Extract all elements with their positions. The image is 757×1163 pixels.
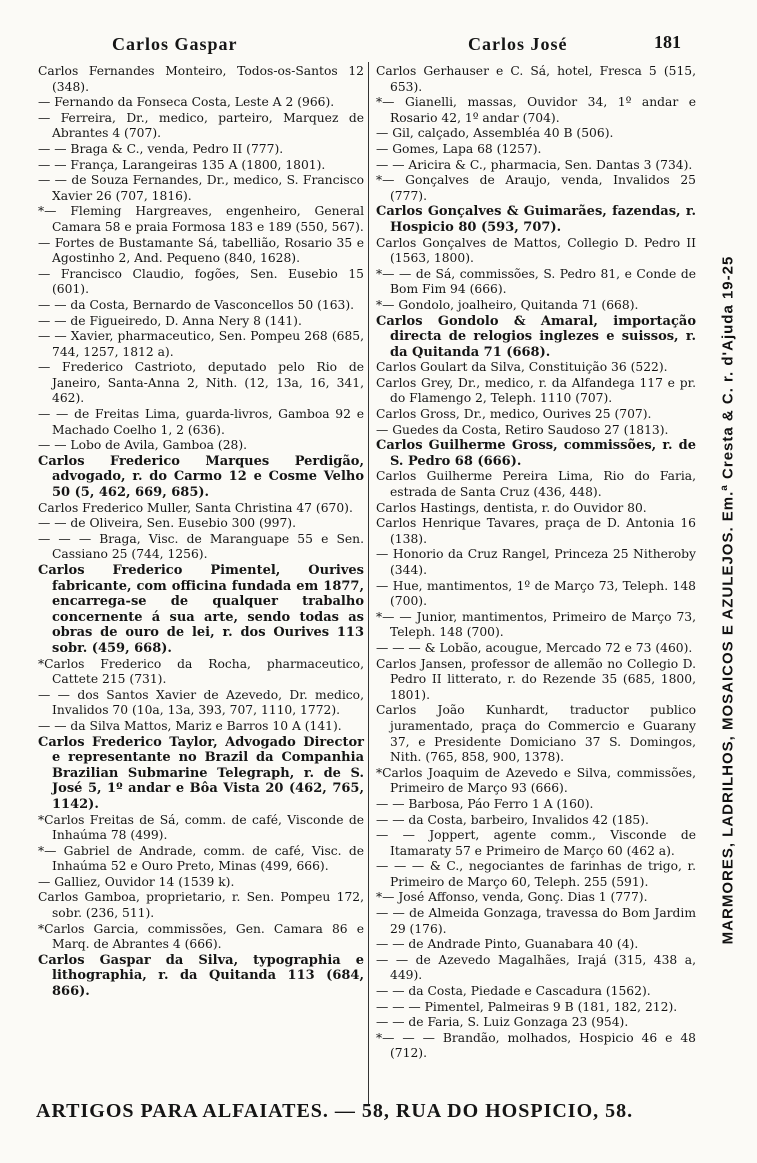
directory-entry: — Galliez, Ouvidor 14 (1539 k). [38,874,235,889]
directory-entry: Carlos Gross, Dr., medico, Ourives 25 (707). [376,407,652,422]
directory-entry: *Carlos Joaquim de Azevedo e Silva, commissões, Primeiro de Março 93 (666). [376,765,696,796]
directory-entry: — — de Faria, S. Luiz Gonzaga 23 (954). [376,1015,629,1030]
directory-entry: — — — & C., negociantes de farinhas de trigo, r. Primeiro de Março 60, Teleph. 255 (591). [376,859,696,889]
directory-entry: — — França, Larangeiras 135 A (1800, 1801). [38,157,326,172]
directory-entry: — — Xavier, pharmaceutico, Sen. Pompeu 268 (685, 744, 1257, 1812 a). [38,329,364,359]
directory-entry: Carlos Frederico Pimentel, Ourives fabricante, com officina fundada em 1877, encarrega-se de qualquer trabalho concernente á sua arte, sendo todas as obras de ouro de lei, r. dos Ourives 113 sobr. (459, 668). [38,563,364,656]
directory-entry: Carlos Hastings, dentista, r. do Ouvidor 80. [376,500,647,515]
directory-entry: *— José Affonso, venda, Gonç. Dias 1 (777). [376,890,648,905]
directory-entry: — — Lobo de Avila, Gamboa (28). [38,438,248,453]
directory-entry: — Honorio da Cruz Rangel, Princeza 25 Nitheroby (344). [376,547,696,577]
directory-entry: — Gomes, Lapa 68 (1257). [376,141,542,156]
directory-entry: — — da Costa, Bernardo de Vasconcellos 50 (163). [38,297,355,312]
directory-entry: — Gil, calçado, Assembléa 40 B (506). [376,126,614,141]
directory-entry: — — de Azevedo Magalhães, Irajá (315, 438 a, 449). [376,952,696,983]
directory-entry: Carlos Frederico Taylor, Advogado Director e representante no Brazil da Companhia Brazilian Submarine Telegraph, r. de S. José 5, 1º andar e Bôa Vista 20 (462, 765, 1142). [38,734,364,812]
page-header [0,20,757,60]
directory-entry: *— Gabriel de Andrade, comm. de café, Visc. de Inhaúma 52 e Ouro Preto, Minas (499, 666). [38,843,364,874]
directory-entry: — Fernando da Fonseca Costa, Leste A 2 (966). [38,95,335,110]
directory-entry: Carlos Frederico Muller, Santa Christina 47 (670). [38,500,353,515]
directory-entry: — — de Freitas Lima, guarda-livros, Gamboa 92 e Machado Coelho 1, 2 (636). [38,407,364,437]
directory-entry: — — — & Lobão, acougue, Mercado 72 e 73 (460). [376,640,693,655]
directory-entry: — Guedes da Costa, Retiro Saudoso 27 (1813). [376,422,669,437]
directory-entry: — — — Braga, Visc. de Maranguape 55 e Sen. Cassiano 25 (744, 1256). [38,531,364,562]
directory-entry: Carlos Goulart da Silva, Constituição 36 (522). [376,360,668,375]
directory-entry: Carlos João Kunhardt, traductor publico juramentado, praça do Commercio e Guarany 37, e Presidente Domiciano 37 S. Domingos, Nith. (765, 858, 900, 1378). [376,703,696,765]
right-column [376,64,696,1062]
directory-entry: — — Barbosa, Páo Ferro 1 A (160). [376,796,594,811]
directory-entry: — — de Souza Fernandes, Dr., medico, S. Francisco Xavier 26 (707, 1816). [38,173,364,203]
directory-entry: — Francisco Claudio, fogões, Sen. Eusebio 15 (601). [38,266,364,297]
running-head-right: Carlos José [468,34,568,54]
directory-entry: *— Gondolo, joalheiro, Quitanda 71 (668). [376,297,639,312]
directory-entry: — Hue, mantimentos, 1º de Março 73, Teleph. 148 (700). [376,578,696,609]
directory-entry: *Carlos Garcia, commissões, Gen. Camara 86 e Marq. de Abrantes 4 (666). [38,921,364,952]
directory-entry: Carlos Guilherme Gross, commissões, r. de S. Pedro 68 (666). [376,438,696,469]
running-head-left: Carlos Gaspar [112,34,238,54]
column-divider [368,62,369,1106]
directory-entry: *Carlos Frederico da Rocha, pharmaceutico, Cattete 215 (731). [38,656,364,687]
directory-entry: *— Gianelli, massas, Ouvidor 34, 1º andar e Rosario 42, 1º andar (704). [376,95,696,125]
directory-entry: Carlos Henrique Tavares, praça de D. Antonia 16 (138). [376,516,696,546]
directory-entry: Carlos Guilherme Pereira Lima, Rio do Faria, estrada de Santa Cruz (436, 448). [376,469,696,500]
directory-entry: Carlos Gonçalves & Guimarães, fazendas, r. Hospicio 80 (593, 707). [376,204,696,235]
page-number: 181 [654,32,681,52]
directory-entry: Carlos Frederico Marques Perdigão, advogado, r. do Carmo 12 e Cosme Velho 50 (5, 462, 669, 685). [38,453,364,501]
directory-entry: — — da Silva Mattos, Mariz e Barros 10 A (141). [38,718,342,733]
directory-entry: *— — Junior, mantimentos, Primeiro de Março 73, Teleph. 148 (700). [376,609,696,640]
directory-entry: *— — — Brandão, molhados, Hospicio 46 e 48 (712). [376,1030,696,1061]
directory-entry: Carlos Gonçalves de Mattos, Collegio D. Pedro II (1563, 1800). [376,235,696,266]
directory-entry: — — — Pimentel, Palmeiras 9 B (181, 182, 212). [376,999,678,1014]
directory-entry: Carlos Jansen, professor de allemão no Collegio D. Pedro II litterato, r. do Rezende 35 (685, 1800, 1801). [376,656,696,702]
directory-entry: — Frederico Castrioto, deputado pelo Rio de Janeiro, Santa-Anna 2, Nith. (12, 13a, 16, 341, 462). [38,360,364,406]
directory-entry: — — de Andrade Pinto, Guanabara 40 (4). [376,937,639,952]
side-advertisement [706,80,750,1120]
directory-entry: — Ferreira, Dr., medico, parteiro, Marquez de Abrantes 4 (707). [38,110,364,141]
directory-entry: — — de Almeida Gonzaga, travessa do Bom Jardim 29 (176). [376,906,696,936]
footer-advertisement: ARTIGOS PARA ALFAIATES. — 58, RUA DO HOSPICIO, 58. [36,1100,634,1122]
directory-entry: — — Joppert, agente comm., Visconde de Itamaraty 57 e Primeiro de Março 60 (462 a). [376,828,696,858]
directory-entry: — Fortes de Bustamante Sá, tabellião, Rosario 35 e Agostinho 2, And. Pequeno (840, 1628). [38,235,364,266]
directory-entry: — — da Costa, barbeiro, Invalidos 42 (185). [376,812,649,827]
directory-entry: *Carlos Freitas de Sá, comm. de café, Visconde de Inhaúma 78 (499). [38,812,364,843]
directory-entry: — — de Figueiredo, D. Anna Nery 8 (141). [38,313,302,328]
directory-entry: *— Gonçalves de Araujo, venda, Invalidos 25 (777). [376,173,696,203]
directory-entry: *— — de Sá, commissões, S. Pedro 81, e Conde de Bom Fim 94 (666). [376,266,696,297]
directory-entry: — — Braga & C., venda, Pedro II (777). [38,141,284,156]
directory-entry: Carlos Fernandes Monteiro, Todos-os-Santos 12 (348). [38,64,364,94]
directory-entry: Carlos Grey, Dr., medico, r. da Alfandega 117 e pr. do Flamengo 2, Teleph. 1110 (707). [376,375,696,406]
directory-entry: — — dos Santos Xavier de Azevedo, Dr. medico, Invalidos 70 (10a, 13a, 393, 707, 1110, 1772). [38,687,364,718]
side-ad-text: MARMORES, LADRILHOS, MOSAICOS E AZULEJOS. Em.ª Cresta & C. r. d'Ajuda 19-25 [719,255,737,945]
directory-entry: Carlos Gamboa, proprietario, r. Sen. Pompeu 172, sobr. (236, 511). [38,890,364,921]
directory-entry: — — Aricira & C., pharmacia, Sen. Dantas 3 (734). [376,157,693,172]
directory-entry: Carlos Gondolo & Amaral, importação directa de relogios inglezes e suissos, r. da Quitanda 71 (668). [376,313,696,360]
directory-entry: — — da Costa, Piedade e Cascadura (1562). [376,984,651,999]
directory-entry: Carlos Gaspar da Silva, typographia e lithographia, r. da Quitanda 113 (684, 866). [38,952,364,1000]
directory-entry: Carlos Gerhauser e C. Sá, hotel, Fresca 5 (515, 653). [376,64,696,94]
directory-entry: *— Fleming Hargreaves, engenheiro, General Camara 58 e praia Formosa 183 e 189 (550, 567). [38,204,364,234]
directory-entry: — — de Oliveira, Sen. Eusebio 300 (997). [38,516,296,531]
left-column [38,64,364,1000]
